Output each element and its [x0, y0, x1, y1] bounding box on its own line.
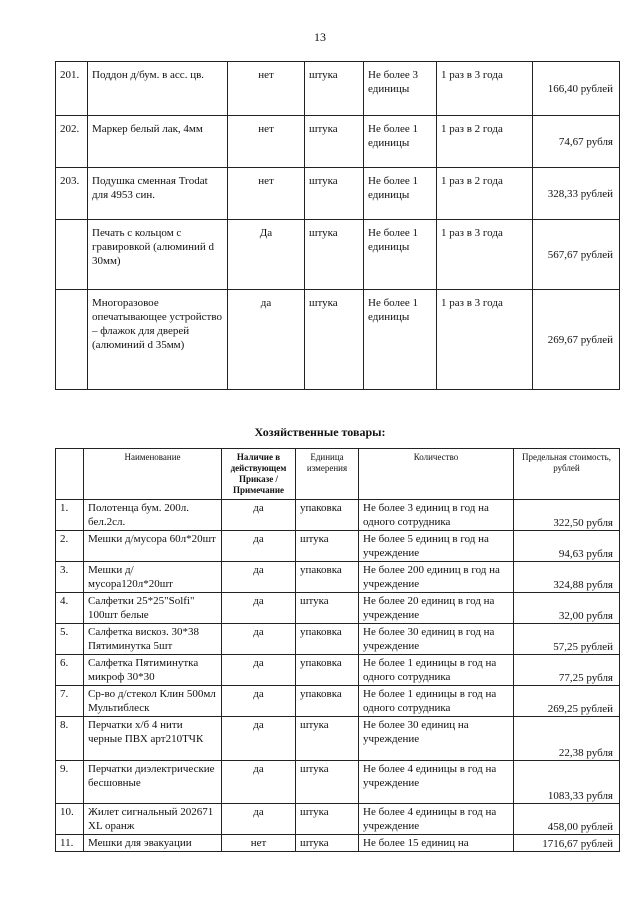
table-row [56, 835, 620, 852]
item-price: 57,25 рублей [514, 624, 620, 655]
item-quantity: Не более 5 единиц в год на учреждение [359, 531, 514, 562]
item-frequency: 1 раз в 3 года [437, 290, 533, 390]
item-unit: штука [305, 62, 364, 116]
item-unit: упаковка [296, 686, 359, 717]
item-unit: штука [296, 804, 359, 835]
item-name: Многоразовое опечатывающее устройство – флажок для дверей (алюминий d 35мм) [88, 290, 228, 390]
item-name: Поддон д/бум. в асс. цв. [88, 62, 228, 116]
item-presence: нет [228, 168, 305, 220]
item-quantity: Не более 200 единиц в год на учреждение [359, 562, 514, 593]
item-price: 269,25 рублей [514, 686, 620, 717]
item-quantity: Не более 1 единицы [364, 168, 437, 220]
item-presence: Да [228, 220, 305, 290]
item-unit: упаковка [296, 500, 359, 531]
item-unit: штука [296, 531, 359, 562]
item-quantity: Не более 15 единиц на [359, 835, 514, 852]
item-name: Мешки д/мусора120л*20шт [84, 562, 222, 593]
row-number: 1. [56, 500, 84, 531]
header-unit: Единица измерения [296, 449, 359, 500]
row-number: 10. [56, 804, 84, 835]
item-price: 458,00 рублей [514, 804, 620, 835]
table-row [56, 290, 620, 390]
item-price: 1716,67 рублей [514, 835, 620, 852]
item-quantity: Не более 4 единицы в год на учреждение [359, 804, 514, 835]
page-number: 13 [314, 30, 326, 44]
item-price: 166,40 рублей [533, 62, 620, 116]
item-presence: да [222, 624, 296, 655]
row-number: 4. [56, 593, 84, 624]
item-name: Салфетки 25*25"Solfi" 100шт белые [84, 593, 222, 624]
item-quantity: Не более 1 единицы [364, 116, 437, 168]
item-quantity: Не более 30 единиц на учреждение [359, 717, 514, 761]
item-name: Мешки для эвакуации [84, 835, 222, 852]
item-unit: штука [305, 116, 364, 168]
item-name: Перчатки х/б 4 нити черные ПВХ арт210ТЧК [84, 717, 222, 761]
item-price: 94,63 рубля [514, 531, 620, 562]
item-quantity: Не более 3 единиц в год на одного сотрудника [359, 500, 514, 531]
item-frequency: 1 раз в 3 года [437, 62, 533, 116]
row-number [56, 290, 88, 390]
item-unit: упаковка [296, 655, 359, 686]
item-unit: штука [305, 168, 364, 220]
item-presence: нет [228, 116, 305, 168]
item-quantity: Не более 1 единицы в год на одного сотрудника [359, 686, 514, 717]
item-unit: штука [305, 290, 364, 390]
item-presence: нет [222, 835, 296, 852]
item-presence: нет [228, 62, 305, 116]
section-title: Хозяйственные товары: [254, 425, 386, 439]
row-number [56, 220, 88, 290]
item-unit: штука [296, 761, 359, 804]
table-row [56, 62, 620, 116]
item-price: 74,67 рубля [533, 116, 620, 168]
item-unit: штука [296, 593, 359, 624]
item-name: Салфетка вискоз. 30*38 Пятиминутка 5шт [84, 624, 222, 655]
table-row [56, 804, 620, 835]
item-price: 77,25 рубля [514, 655, 620, 686]
row-number: 2. [56, 531, 84, 562]
table-row [56, 116, 620, 168]
item-price: 324,88 рубля [514, 562, 620, 593]
item-presence: да [228, 290, 305, 390]
row-number: 203. [56, 168, 88, 220]
item-presence: да [222, 500, 296, 531]
row-number: 202. [56, 116, 88, 168]
item-presence: да [222, 761, 296, 804]
item-name: Перчатки диэлектрические бесшовные [84, 761, 222, 804]
item-name: Подушка сменная Trodat для 4953 син. [88, 168, 228, 220]
item-presence: да [222, 531, 296, 562]
table-row [56, 761, 620, 804]
table-row [56, 531, 620, 562]
item-quantity: Не более 1 единицы в год на одного сотрудника [359, 655, 514, 686]
item-presence: да [222, 717, 296, 761]
item-name: Жилет сигнальный 202671 XL оранж [84, 804, 222, 835]
header-price: Предельная стоимость, рублей [514, 449, 620, 500]
item-price: 269,67 рублей [533, 290, 620, 390]
item-name: Ср-во д/стекол Клин 500мл Мультиблеск [84, 686, 222, 717]
item-quantity: Не более 30 единиц в год на учреждение [359, 624, 514, 655]
item-name: Маркер белый лак, 4мм [88, 116, 228, 168]
item-unit: штука [296, 835, 359, 852]
item-quantity: Не более 3 единицы [364, 62, 437, 116]
row-number: 11. [56, 835, 84, 852]
table-header-row [56, 449, 620, 500]
row-number: 9. [56, 761, 84, 804]
table-row [56, 686, 620, 717]
item-presence: да [222, 593, 296, 624]
table-row [56, 717, 620, 761]
item-quantity: Не более 20 единиц в год на учреждение [359, 593, 514, 624]
header-quantity: Количество [359, 449, 514, 500]
item-quantity: Не более 1 единицы [364, 290, 437, 390]
item-name: Салфетка Пятиминутка микроф 30*30 [84, 655, 222, 686]
item-price: 32,00 рубля [514, 593, 620, 624]
item-presence: да [222, 562, 296, 593]
item-quantity: Не более 4 единицы в год на учреждение [359, 761, 514, 804]
item-unit: штука [296, 717, 359, 761]
item-presence: да [222, 686, 296, 717]
item-price: 1083,33 рубля [514, 761, 620, 804]
item-name: Печать с кольцом с гравировкой (алюминий d 30мм) [88, 220, 228, 290]
header-presence: Наличие в действующем Приказе / Примечание [222, 449, 296, 500]
item-unit: упаковка [296, 624, 359, 655]
item-price: 22,38 рубля [514, 717, 620, 761]
table-row [56, 500, 620, 531]
item-unit: упаковка [296, 562, 359, 593]
row-number: 3. [56, 562, 84, 593]
header-num [56, 449, 84, 500]
supplies-table [55, 61, 620, 390]
item-presence: да [222, 804, 296, 835]
row-number: 201. [56, 62, 88, 116]
item-presence: да [222, 655, 296, 686]
row-number: 6. [56, 655, 84, 686]
item-price: 567,67 рублей [533, 220, 620, 290]
item-quantity: Не более 1 единицы [364, 220, 437, 290]
table-row [56, 655, 620, 686]
item-frequency: 1 раз в 2 года [437, 168, 533, 220]
item-price: 322,50 рубля [514, 500, 620, 531]
table-row [56, 220, 620, 290]
header-name: Наименование [84, 449, 222, 500]
item-unit: штука [305, 220, 364, 290]
row-number: 8. [56, 717, 84, 761]
item-frequency: 1 раз в 3 года [437, 220, 533, 290]
row-number: 5. [56, 624, 84, 655]
row-number: 7. [56, 686, 84, 717]
item-frequency: 1 раз в 2 года [437, 116, 533, 168]
item-name: Полотенца бум. 200л. бел.2сл. [84, 500, 222, 531]
item-price: 328,33 рублей [533, 168, 620, 220]
table-row [56, 624, 620, 655]
household-goods-table [55, 448, 620, 852]
item-name: Мешки д/мусора 60л*20шт [84, 531, 222, 562]
table-row [56, 168, 620, 220]
table-row [56, 593, 620, 624]
table-row [56, 562, 620, 593]
